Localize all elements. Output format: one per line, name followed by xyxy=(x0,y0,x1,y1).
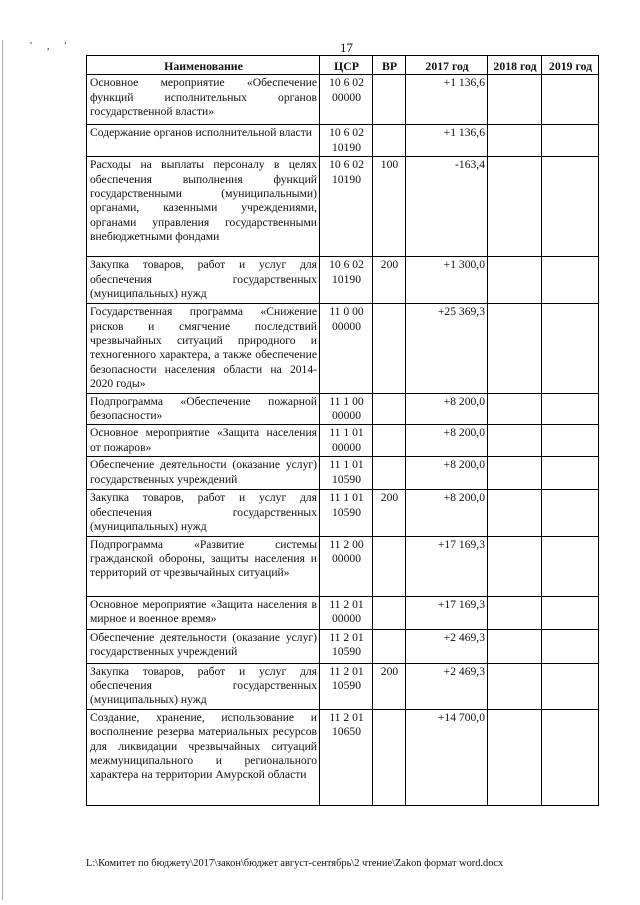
table-body xyxy=(87,75,599,805)
row-vr-cell xyxy=(373,709,406,805)
table-row xyxy=(87,125,599,157)
row-name-cell: Содержание органов исполнительной власти xyxy=(87,125,320,157)
row-name-cell: Подпрограмма «Обеспечение пожарной безопасности» xyxy=(87,393,320,425)
row-vr-cell xyxy=(373,536,406,596)
table-header-row xyxy=(87,56,599,75)
row-name-cell: Обеспечение деятельности (оказание услуг) государственных учреждений xyxy=(87,629,320,663)
header-vr: ВР xyxy=(373,56,406,75)
row-2019-cell xyxy=(542,304,599,393)
row-vr-cell xyxy=(373,457,406,490)
row-2017-cell: +2 469,3 xyxy=(406,663,488,709)
row-2017-cell: +1 300,0 xyxy=(406,257,488,304)
file-path-footer: L:\Комитет по бюджету\2017\закон\бюджет август-сентябрь\2 чтение\Zakon формат word.docx xyxy=(86,858,504,869)
row-name-cell: Закупка товаров, работ и услуг для обеспечения государственных (муниципальных) нужд xyxy=(87,663,320,709)
row-vr-cell xyxy=(373,125,406,157)
row-2017-cell: +25 369,3 xyxy=(406,304,488,393)
row-2019-cell xyxy=(542,596,599,629)
corner-marks: ' , ' xyxy=(30,40,73,52)
row-2017-cell: +17 169,3 xyxy=(406,596,488,629)
table-row xyxy=(87,257,599,304)
row-name-cell: Закупка товаров, работ и услуг для обеспечения государственных (муниципальных) нужд xyxy=(87,257,320,304)
row-csr-cell: 10 6 02 00000 xyxy=(320,75,373,125)
row-2019-cell xyxy=(542,393,599,425)
row-csr-cell: 11 2 01 00000 xyxy=(320,596,373,629)
row-2019-cell xyxy=(542,75,599,125)
row-vr-cell xyxy=(373,304,406,393)
row-2018-cell xyxy=(488,125,542,157)
row-vr-cell xyxy=(373,425,406,457)
row-2019-cell xyxy=(542,457,599,490)
row-2017-cell: +8 200,0 xyxy=(406,425,488,457)
table-row xyxy=(87,709,599,805)
row-vr-cell: 200 xyxy=(373,663,406,709)
row-csr-cell: 11 2 01 10590 xyxy=(320,663,373,709)
row-2018-cell xyxy=(488,393,542,425)
row-2017-cell: -163,4 xyxy=(406,157,488,257)
row-2017-cell: +2 469,3 xyxy=(406,629,488,663)
header-name: Наименование xyxy=(87,56,320,75)
row-name-cell: Расходы на выплаты персоналу в целях обеспечения выполнения функций государственными (муниципальными) органами, казенными учреждениями, органами управления государственными внебюджетными фондами xyxy=(87,157,320,257)
table-row xyxy=(87,536,599,596)
row-2018-cell xyxy=(488,490,542,536)
row-2017-cell: +8 200,0 xyxy=(406,490,488,536)
row-csr-cell: 11 2 00 00000 xyxy=(320,536,373,596)
table-row xyxy=(87,629,599,663)
row-2019-cell xyxy=(542,125,599,157)
row-2018-cell xyxy=(488,425,542,457)
row-name-cell: Подпрограмма «Развитие системы гражданской обороны, защиты населения и территорий от чрезвычайных ситуаций» xyxy=(87,536,320,596)
row-csr-cell: 11 0 00 00000 xyxy=(320,304,373,393)
row-2019-cell xyxy=(542,663,599,709)
row-csr-cell: 10 6 02 10190 xyxy=(320,125,373,157)
row-csr-cell: 10 6 02 10190 xyxy=(320,157,373,257)
row-name-cell: Основное мероприятие «Защита населения в мирное и военное время» xyxy=(87,596,320,629)
row-2019-cell xyxy=(542,157,599,257)
header-2018: 2018 год xyxy=(488,56,542,75)
table-row xyxy=(87,157,599,257)
row-2018-cell xyxy=(488,75,542,125)
row-csr-cell: 11 1 01 10590 xyxy=(320,457,373,490)
row-name-cell: Обеспечение деятельности (оказание услуг) государственных учреждений xyxy=(87,457,320,490)
row-name-cell: Создание, хранение, использование и восполнение резерва материальных ресурсов для ликвидации чрезвычайных ситуаций межмуниципального и регионального характера на территории Амурской области xyxy=(87,709,320,805)
header-2019: 2019 год xyxy=(542,56,599,75)
table-row xyxy=(87,75,599,125)
row-2018-cell xyxy=(488,457,542,490)
row-2017-cell: +8 200,0 xyxy=(406,457,488,490)
row-csr-cell: 10 6 02 10190 xyxy=(320,257,373,304)
table-row xyxy=(87,663,599,709)
row-2018-cell xyxy=(488,304,542,393)
row-csr-cell: 11 1 01 00000 xyxy=(320,425,373,457)
row-vr-cell xyxy=(373,393,406,425)
row-csr-cell: 11 1 01 10590 xyxy=(320,490,373,536)
header-2017: 2017 год xyxy=(406,56,488,75)
row-vr-cell xyxy=(373,629,406,663)
row-name-cell: Основное мероприятие «Обеспечение функций исполнительных органов государственной власти» xyxy=(87,75,320,125)
row-2017-cell: +1 136,6 xyxy=(406,125,488,157)
table-row xyxy=(87,393,599,425)
row-2018-cell xyxy=(488,257,542,304)
table-row xyxy=(87,490,599,536)
row-2019-cell xyxy=(542,536,599,596)
budget-table xyxy=(86,55,599,806)
scan-edge-rule xyxy=(2,40,3,900)
table-row xyxy=(87,425,599,457)
row-csr-cell: 11 2 01 10650 xyxy=(320,709,373,805)
row-2018-cell xyxy=(488,663,542,709)
row-2017-cell: +8 200,0 xyxy=(406,393,488,425)
row-2018-cell xyxy=(488,709,542,805)
row-2018-cell xyxy=(488,629,542,663)
header-csr: ЦСР xyxy=(320,56,373,75)
row-name-cell: Закупка товаров, работ и услуг для обеспечения государственных (муниципальных) нужд xyxy=(87,490,320,536)
row-2019-cell xyxy=(542,709,599,805)
row-2019-cell xyxy=(542,629,599,663)
row-name-cell: Государственная программа «Снижение рисков и смягчение последствий чрезвычайных ситуаций природного и техногенного характера, а также обеспечение безопасности населения области на 2014-2020 годы» xyxy=(87,304,320,393)
row-csr-cell: 11 1 00 00000 xyxy=(320,393,373,425)
row-vr-cell xyxy=(373,75,406,125)
row-2019-cell xyxy=(542,490,599,536)
row-csr-cell: 11 2 01 10590 xyxy=(320,629,373,663)
page-number: 17 xyxy=(340,40,353,55)
row-2018-cell xyxy=(488,596,542,629)
row-2018-cell xyxy=(488,157,542,257)
row-vr-cell: 200 xyxy=(373,490,406,536)
row-2019-cell xyxy=(542,257,599,304)
row-2019-cell xyxy=(542,425,599,457)
row-vr-cell: 100 xyxy=(373,157,406,257)
row-2017-cell: +1 136,6 xyxy=(406,75,488,125)
row-2017-cell: +14 700,0 xyxy=(406,709,488,805)
row-2017-cell: +17 169,3 xyxy=(406,536,488,596)
table-row xyxy=(87,596,599,629)
row-vr-cell: 200 xyxy=(373,257,406,304)
table-row xyxy=(87,457,599,490)
row-vr-cell xyxy=(373,596,406,629)
row-2018-cell xyxy=(488,536,542,596)
table-row xyxy=(87,304,599,393)
row-name-cell: Основное мероприятие «Защита населения от пожаров» xyxy=(87,425,320,457)
